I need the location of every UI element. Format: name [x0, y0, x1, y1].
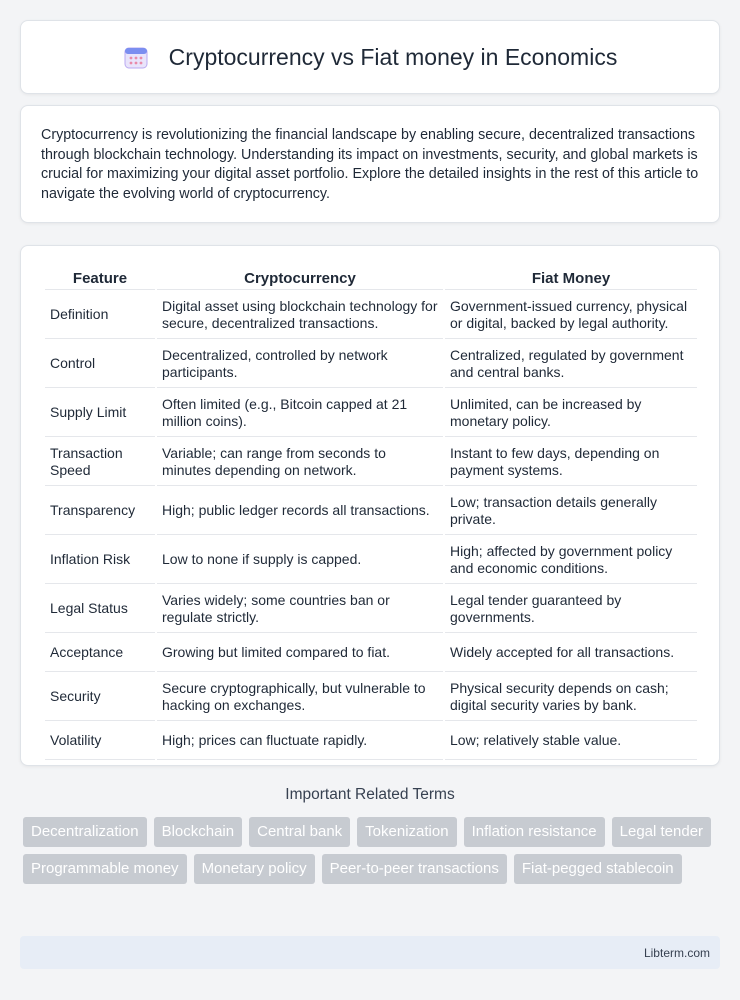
fiat-cell: Low; transaction details generally private.	[445, 488, 697, 535]
fiat-cell: High; affected by government policy and economic conditions.	[445, 537, 697, 584]
comparison-table	[43, 266, 699, 762]
related-term-tag[interactable]: Programmable money	[23, 854, 187, 884]
crypto-cell: Variable; can range from seconds to minutes depending on network.	[157, 439, 443, 486]
feature-cell: Volatility	[45, 723, 155, 760]
table-row	[45, 439, 697, 486]
crypto-cell: Varies widely; some countries ban or regulate strictly.	[157, 586, 443, 633]
related-term-tag[interactable]: Peer-to-peer transactions	[322, 854, 507, 884]
intro-card	[20, 105, 720, 223]
table-row	[45, 341, 697, 388]
table-row	[45, 488, 697, 535]
header-card	[20, 20, 720, 94]
intro-text: Cryptocurrency is revolutionizing the financial landscape by enabling secure, decentralized transactions through blockchain technology. Understanding its impact on investments, security, and global markets is crucial for maximizing your digital asset portfolio. Explore the detailed insights in the rest of this article to navigate the evolving world of cryptocurrency.	[41, 127, 699, 202]
column-header: Feature	[45, 268, 155, 290]
fiat-cell: Centralized, regulated by government and central banks.	[445, 341, 697, 388]
feature-cell: Transaction Speed	[45, 439, 155, 486]
related-terms-list	[23, 817, 723, 884]
related-term-tag[interactable]: Legal tender	[612, 817, 711, 847]
fiat-cell: Physical security depends on cash; digital security varies by bank.	[445, 674, 697, 721]
related-term-tag[interactable]: Blockchain	[154, 817, 243, 847]
fiat-cell: Government-issued currency, physical or digital, backed by legal authority.	[445, 292, 697, 339]
column-header: Fiat Money	[445, 268, 697, 290]
crypto-cell: Decentralized, controlled by network participants.	[157, 341, 443, 388]
related-term-tag[interactable]: Fiat-pegged stablecoin	[514, 854, 682, 884]
feature-cell: Definition	[45, 292, 155, 339]
related-term-tag[interactable]: Tokenization	[357, 817, 456, 847]
comparison-card	[20, 245, 720, 766]
fiat-cell: Legal tender guaranteed by governments.	[445, 586, 697, 633]
fiat-cell: Widely accepted for all transactions.	[445, 635, 697, 672]
crypto-cell: Secure cryptographically, but vulnerable to hacking on exchanges.	[157, 674, 443, 721]
table-row	[45, 723, 697, 760]
column-header: Cryptocurrency	[157, 268, 443, 290]
feature-cell: Acceptance	[45, 635, 155, 672]
crypto-cell: Growing but limited compared to fiat.	[157, 635, 443, 672]
related-term-tag[interactable]: Decentralization	[23, 817, 147, 847]
feature-cell: Inflation Risk	[45, 537, 155, 584]
table-row	[45, 390, 697, 437]
calendar-icon	[123, 44, 149, 70]
related-term-tag[interactable]: Inflation resistance	[464, 817, 605, 847]
table-row	[45, 537, 697, 584]
crypto-cell: Low to none if supply is capped.	[157, 537, 443, 584]
crypto-cell: High; public ledger records all transactions.	[157, 488, 443, 535]
table-row	[45, 674, 697, 721]
feature-cell: Control	[45, 341, 155, 388]
footer	[20, 936, 720, 969]
feature-cell: Legal Status	[45, 586, 155, 633]
table-row	[45, 586, 697, 633]
page-title: Cryptocurrency vs Fiat money in Economics	[168, 43, 618, 70]
feature-cell: Transparency	[45, 488, 155, 535]
related-term-tag[interactable]: Central bank	[249, 817, 350, 847]
feature-cell: Supply Limit	[45, 390, 155, 437]
fiat-cell: Low; relatively stable value.	[445, 723, 697, 760]
table-row	[45, 292, 697, 339]
fiat-cell: Unlimited, can be increased by monetary policy.	[445, 390, 697, 437]
table-row	[45, 635, 697, 672]
fiat-cell: Instant to few days, depending on payment systems.	[445, 439, 697, 486]
crypto-cell: Often limited (e.g., Bitcoin capped at 21 million coins).	[157, 390, 443, 437]
crypto-cell: High; prices can fluctuate rapidly.	[157, 723, 443, 760]
footer-link[interactable]: Libterm.com	[643, 946, 710, 960]
related-term-tag[interactable]: Monetary policy	[194, 854, 315, 884]
feature-cell: Security	[45, 674, 155, 721]
table-header-row	[45, 268, 697, 290]
related-terms-title: Important Related Terms	[285, 786, 455, 803]
crypto-cell: Digital asset using blockchain technology for secure, decentralized transactions.	[157, 292, 443, 339]
